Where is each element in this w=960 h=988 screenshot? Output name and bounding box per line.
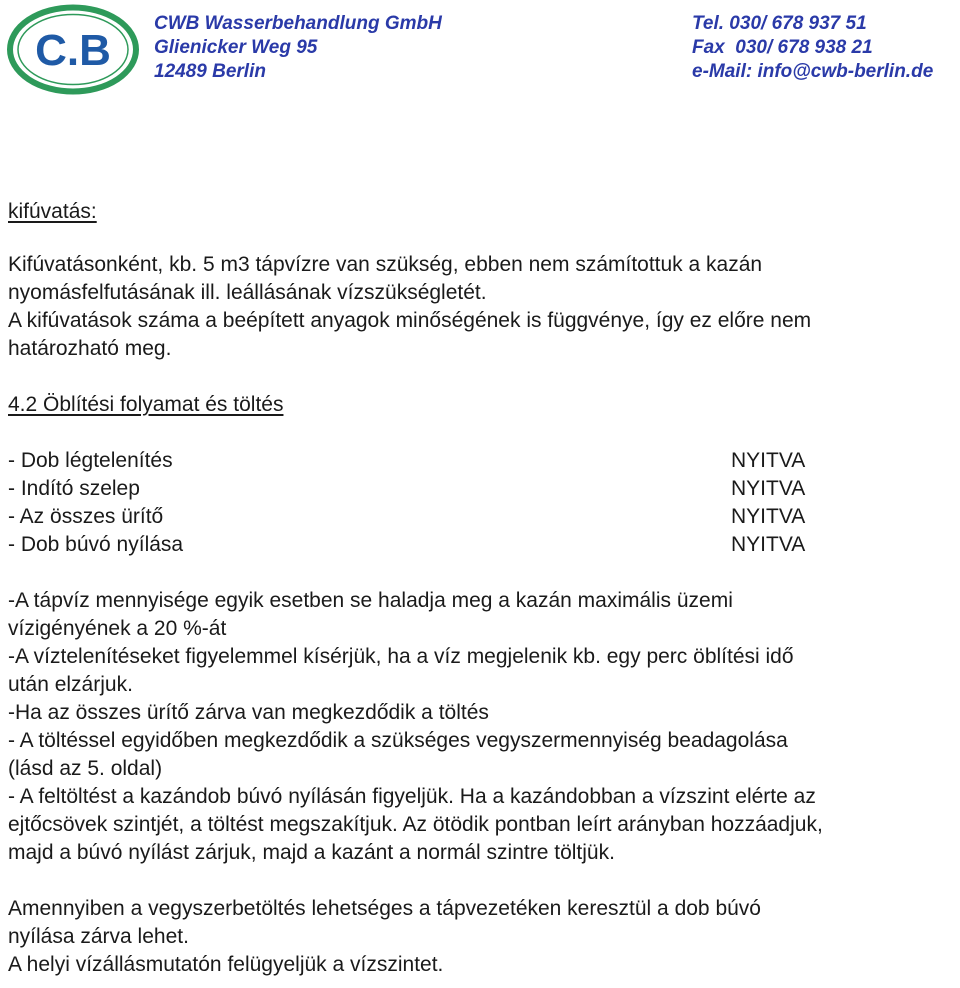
- company-street: Glienicker Weg 95: [154, 37, 318, 58]
- company-logo: [6, 3, 140, 96]
- instruction-line: (lásd az 5. oldal): [8, 757, 163, 780]
- blowdown-line: határozható meg.: [8, 337, 172, 360]
- instruction-line: majd a búvó nyílást zárjuk, majd a kazánt a normál szintre töltjük.: [8, 841, 615, 864]
- valve-status: NYITVA: [731, 505, 806, 528]
- instruction-line: - A töltéssel egyidőben megkezdődik a szükséges vegyszermennyiség beadagolása: [8, 729, 788, 752]
- closing-line: nyílása zárva lehet.: [8, 925, 189, 948]
- valve-name: - Dob búvó nyílása: [8, 533, 184, 556]
- valve-name: - Indító szelep: [8, 477, 140, 500]
- instruction-line: -Ha az összes ürítő zárva van megkezdődik a töltés: [8, 701, 489, 724]
- valve-name: - Dob légtelenítés: [8, 449, 173, 472]
- closing-line: A helyi vízállásmutatón felügyeljük a vízszintet.: [8, 953, 444, 976]
- company-fax: Fax 030/ 678 938 21: [692, 37, 873, 58]
- company-name: CWB Wasserbehandlung GmbH: [154, 13, 442, 34]
- company-email: e-Mail: info@cwb-berlin.de: [692, 61, 934, 82]
- company-city: 12489 Berlin: [154, 61, 266, 82]
- valve-status: NYITVA: [731, 477, 806, 500]
- company-contact-block: [692, 12, 933, 84]
- letterhead: [0, 0, 960, 100]
- instruction-line: ejtőcsövek szintjét, a töltést megszakítjuk. Az ötödik pontban leírt arányban hozzáadjuk,: [8, 813, 823, 836]
- blowdown-heading: kifúvatás:: [8, 200, 97, 223]
- company-address-block: [154, 12, 442, 84]
- blowdown-line: nyomásfelfutásának ill. leállásának vízszükségletét.: [8, 281, 487, 304]
- valve-name: - Az összes ürítő: [8, 505, 164, 528]
- blowdown-line: A kifúvatások száma a beépített anyagok minőségének is függvénye, így ez előre nem: [8, 309, 812, 332]
- valve-row: [8, 475, 953, 503]
- valve-status: NYITVA: [731, 449, 806, 472]
- blowdown-line: Kifúvatásonként, kb. 5 m3 tápvízre van szükség, ebben nem számítottuk a kazán: [8, 253, 763, 276]
- valve-row: [8, 447, 953, 475]
- closing-line: Amennyiben a vegyszerbetöltés lehetséges a tápvezetéken keresztül a dob búvó: [8, 897, 761, 920]
- document-body: [8, 198, 953, 979]
- instruction-line: vízigényének a 20 %-át: [8, 617, 227, 640]
- instruction-line: után elzárjuk.: [8, 673, 133, 696]
- instruction-line: - A feltöltést a kazándob búvó nyílásán figyeljük. Ha a kazándobban a vízszint elérte az: [8, 785, 816, 808]
- valve-row: [8, 503, 953, 531]
- valve-status-list: [8, 447, 953, 559]
- company-phone: Tel. 030/ 678 937 51: [692, 13, 867, 34]
- instruction-line: -A víztelenítéseket figyelemmel kísérjük, ha a víz megjelenik kb. egy perc öblítési idő: [8, 645, 794, 668]
- logo-lettering: C.B: [35, 26, 111, 75]
- instruction-line: -A tápvíz mennyisége egyik esetben se haladja meg a kazán maximális üzemi: [8, 589, 733, 612]
- valve-row: [8, 531, 953, 559]
- flush-heading: 4.2 Öblítési folyamat és töltés: [8, 393, 284, 416]
- valve-status: NYITVA: [731, 533, 806, 556]
